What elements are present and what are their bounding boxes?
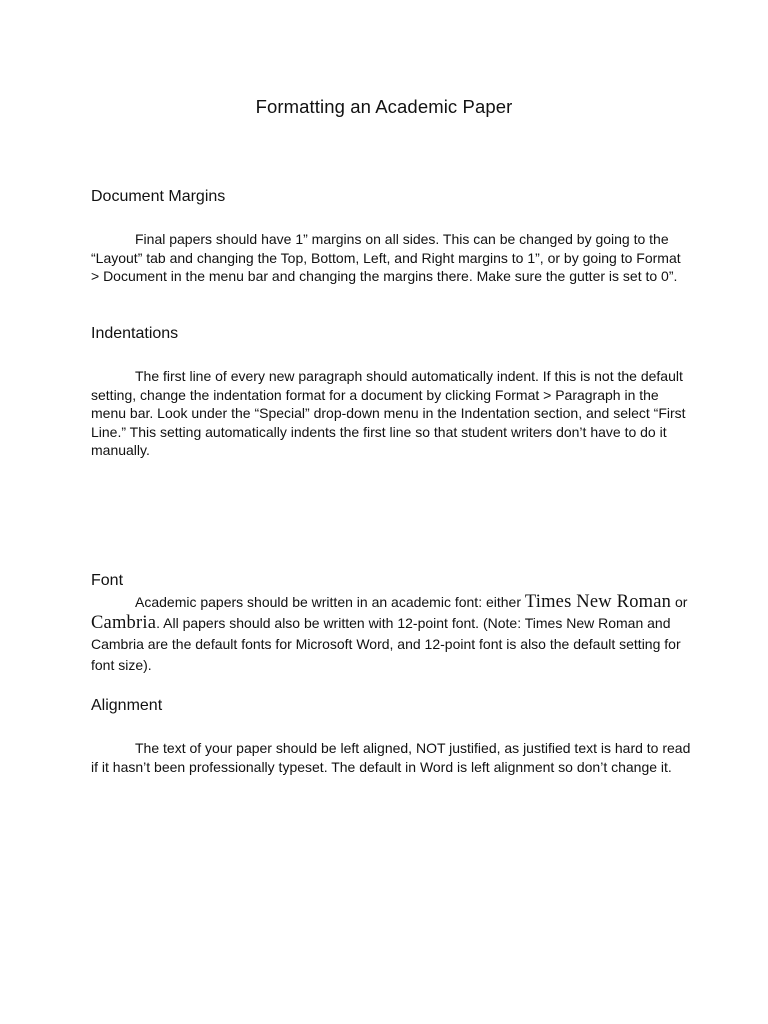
heading-font: Font (91, 572, 124, 589)
paragraph-alignment: The text of your paper should be left aligned, NOT justified, as justified text is hard to read if it hasn’t been professionally typeset. The default in Word is left alignment so don’t change it. (91, 740, 691, 775)
paragraph-document-margins: Final papers should have 1” margins on all sides. This can be changed by going to the “Layout” tab and changing the Top, Bottom, Left, and Right margins to 1”, or by going to Format > Document in the menu bar and changing the margins there. Make sure the gutter is set to 0”. (91, 231, 681, 285)
page-title: Formatting an Academic Paper (255, 96, 513, 117)
heading-document-margins: Document Margins (91, 188, 226, 205)
font-text-connector: or (671, 594, 688, 610)
paragraph-font (91, 592, 691, 676)
font-text-part2: . All papers should also be written with 12-point font. (Note: Times New Roman and Cambria are the default fonts for Microsoft Word, and 12-point font is also the default setting for font size). (91, 615, 681, 673)
font-name-cambria: Cambria (91, 613, 157, 633)
heading-indentations: Indentations (91, 325, 179, 342)
paragraph-indentations: The first line of every new paragraph should automatically indent. If this is not the default setting, change the indentation format for a document by clicking Format > Paragraph in the menu bar. Look under the “Special” drop-down menu in the Indentation section, and select “First Line.” This setting automatically indents the first line so that student writers don’t have to do it manually. (91, 368, 686, 459)
heading-alignment: Alignment (91, 697, 163, 714)
font-text-part1: Academic papers should be written in an academic font: either (135, 594, 525, 610)
font-name-times-new-roman: Times New Roman (524, 592, 672, 612)
